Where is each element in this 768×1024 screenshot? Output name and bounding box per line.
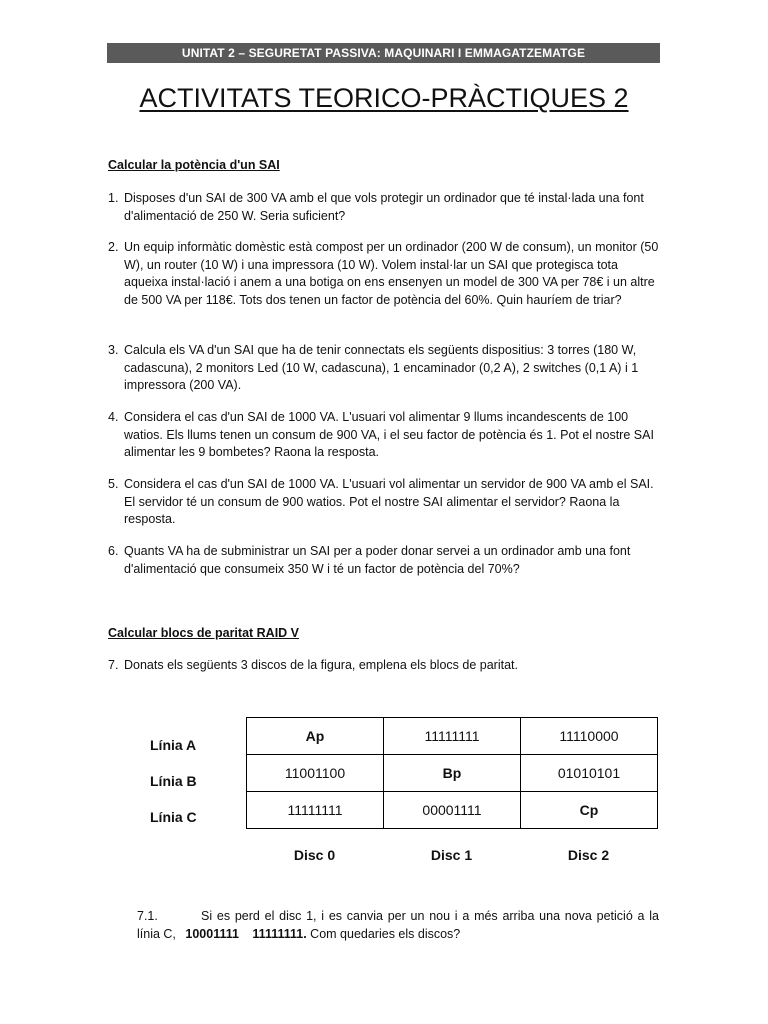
table-cell: 11110000 xyxy=(521,718,658,755)
question-text: Donats els següents 3 discos de la figura, emplena els blocs de paritat. xyxy=(124,658,518,672)
subquestion-text-b: Com quedaries els discos? xyxy=(310,926,461,941)
question-number: 7. xyxy=(108,658,119,672)
raid-parity-table xyxy=(246,717,658,829)
question-7 xyxy=(108,657,663,675)
column-label-disc-0: Disc 0 xyxy=(293,847,336,863)
question-text: Considera el cas d'un SAI de 1000 VA. L'usuari vol alimentar un servidor de 900 VA amb el SAI. El servidor té un consum de 900 watios. Pot el nostre SAI alimentar el servidor? Raona la resposta. xyxy=(124,477,654,526)
subquestion-number: 7.1. xyxy=(137,909,158,923)
question-3 xyxy=(108,342,663,395)
question-text: Considera el cas d'un SAI de 1000 VA. L'usuari vol alimentar 9 llums incandescents de 100 watios. Els llums tenen un consum de 900 VA, i el seu factor de potència és 1. Pot el nostre SAI alimentar les 9 bombetes? Raona la resposta. xyxy=(124,410,654,459)
question-number: 6. xyxy=(108,544,119,558)
question-text: Un equip informàtic domèstic està compost per un ordinador (200 W de consum), un monitor (50 W), un router (10 W) i una impressora (10 W). Volem instal·lar un SAI que protegisca tota aqueixa instal·lació i anem a una botiga on ens ensenyen un model de 300 VA per 78€ i un altre de 500 VA per 118€. Tots dos tenen un factor de potència del 60%. Quin hauríem de triar? xyxy=(124,240,659,307)
question-number: 1. xyxy=(108,191,119,205)
question-number: 4. xyxy=(108,410,119,424)
subquestion-text-a: Si es perd el disc 1, i es canvia per un nou i a més arriba una nova petició a la línia C, xyxy=(137,909,659,941)
page-title: ACTIVITATS TEORICO-PRÀCTIQUES 2 xyxy=(139,83,629,113)
column-label-disc-2: Disc 2 xyxy=(567,847,610,863)
table-row xyxy=(247,792,658,829)
subquestion-value-1: 10001111 xyxy=(185,926,239,941)
question-2 xyxy=(108,239,663,309)
row-label-b: Línia B xyxy=(150,773,197,789)
question-text: Disposes d'un SAI de 300 VA amb el que vols protegir un ordinador que té instal·lada una font d'alimentació de 250 W. Seria suficient? xyxy=(124,191,644,223)
question-text: Quants VA ha de subministrar un SAI per a poder donar servei a un ordinador amb una font d'alimentació que consumeix 350 W i té un factor de potència del 70%? xyxy=(124,544,631,576)
table-cell: 11111111 xyxy=(384,718,521,755)
table-cell: Bp xyxy=(384,755,521,792)
question-4 xyxy=(108,409,663,462)
subquestion-value-2: 11111111. xyxy=(252,926,307,941)
table-cell: 01010101 xyxy=(521,755,658,792)
table-cell: Cp xyxy=(521,792,658,829)
question-number: 5. xyxy=(108,477,119,491)
question-text: Calcula els VA d'un SAI que ha de tenir connectats els següents dispositius: 3 torres (180 W, cadascuna), 2 monitors Led (10 W, cadascuna), 1 encaminador (0,2 A), 2 switches (0,1 A) i 1 impressora (200 VA). xyxy=(124,343,639,392)
section-heading-sai: Calcular la potència d'un SAI xyxy=(108,158,280,172)
question-5 xyxy=(108,476,663,529)
row-label-a: Línia A xyxy=(150,737,197,753)
section-heading-raid: Calcular blocs de paritat RAID V xyxy=(108,626,300,640)
column-label-disc-1: Disc 1 xyxy=(430,847,473,863)
table-row xyxy=(247,755,658,792)
question-number: 3. xyxy=(108,343,119,357)
table-row xyxy=(247,718,658,755)
unit-header xyxy=(107,43,660,63)
table-cell: Ap xyxy=(247,718,384,755)
question-1 xyxy=(108,190,663,225)
row-label-c: Línia C xyxy=(150,809,197,825)
table-cell: 00001111 xyxy=(384,792,521,829)
table-cell: 11001100 xyxy=(247,755,384,792)
subquestion-7-1 xyxy=(137,908,659,943)
unit-title: UNITAT 2 – SEGURETAT PASSIVA: MAQUINARI I EMMAGATZEMATGE xyxy=(181,46,586,60)
question-number: 2. xyxy=(108,240,119,254)
table-cell: 11111111 xyxy=(247,792,384,829)
question-6 xyxy=(108,543,663,578)
